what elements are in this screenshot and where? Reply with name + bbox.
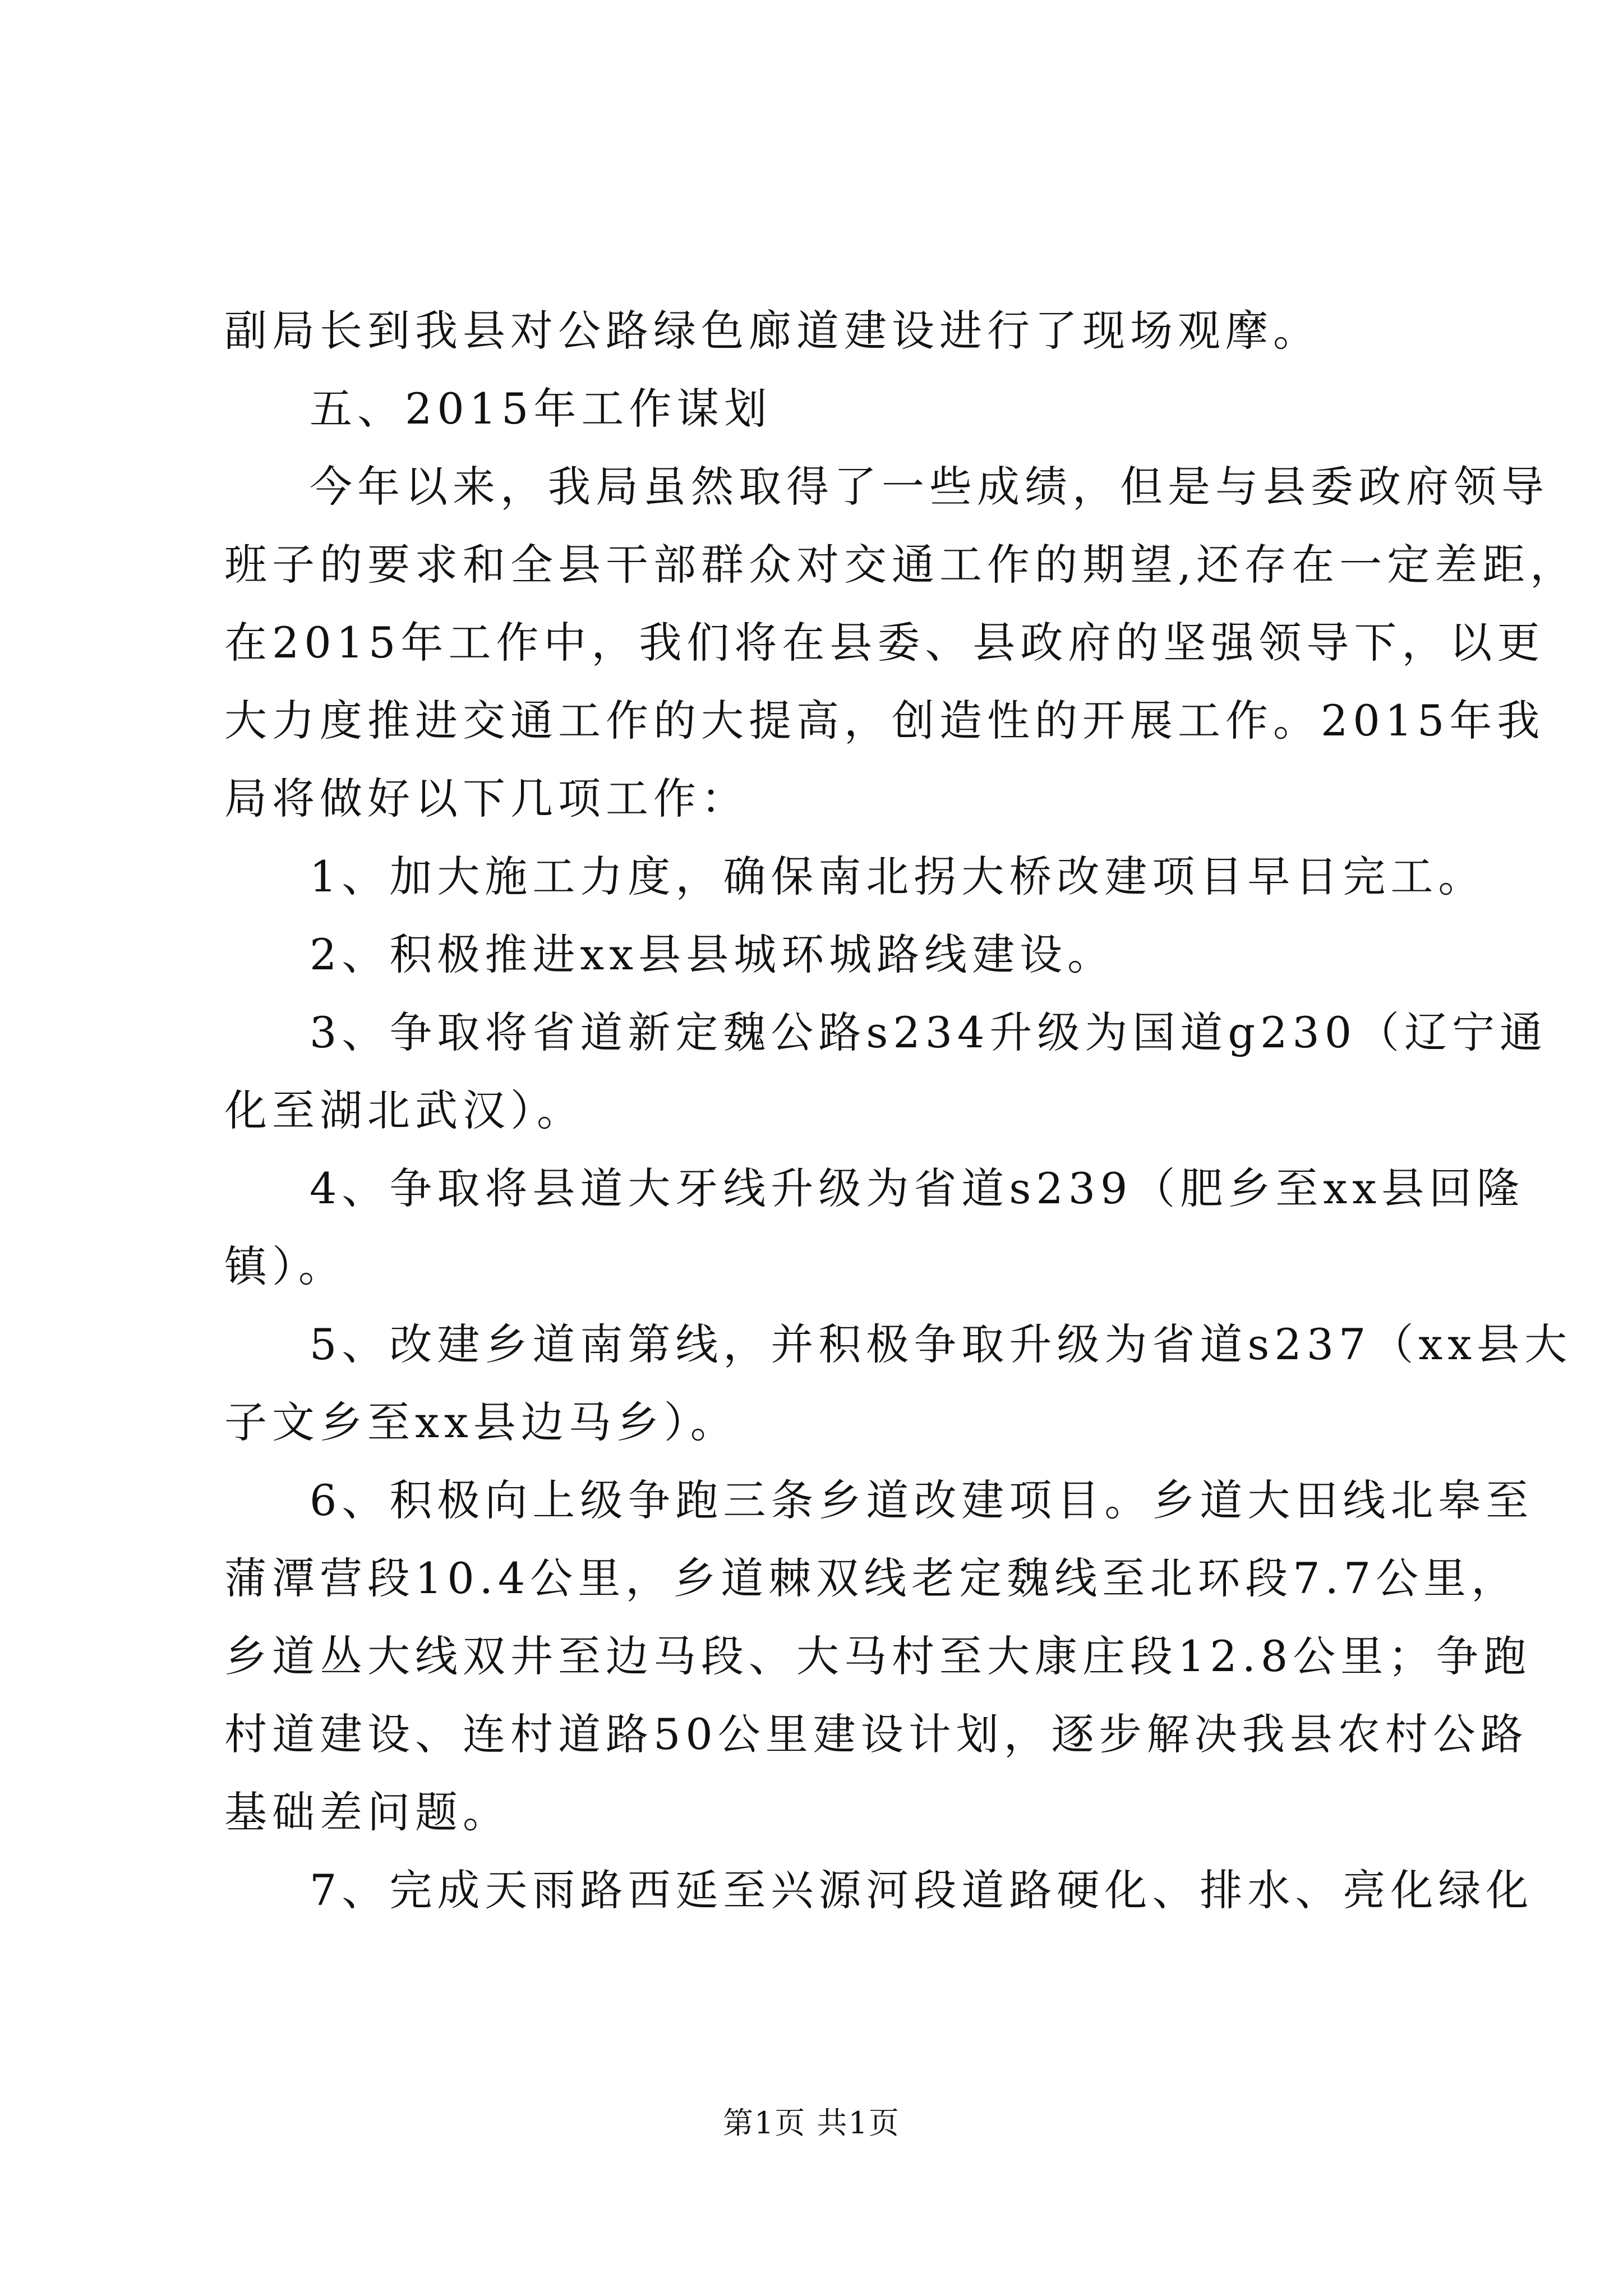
text-line: 蒲潭营段10.4公里，乡道棘双线老定魏线至北环段7.7公里， [224,1553,1519,1603]
text-line: 今年以来，我局虽然取得了一些成绩，但是与县委政府领导 [310,462,1549,512]
text-line: 7、完成天雨路西延至兴源河段道路硬化、排水、亮化绿化 [310,1865,1534,1915]
text-line: 五、2015年工作谋划 [310,384,772,434]
text-line: 镇）。 [224,1241,346,1291]
text-line: 1、加大施工力度，确保南北拐大桥改建项目早日完工。 [310,852,1486,901]
text-line: 班子的要求和全县干部群众对交通工作的期望,还存在一定差距， [224,540,1578,590]
text-line: 子文乡至xx县边马乡）。 [224,1397,738,1447]
text-line: 村道建设、连村道路50公里建设计划，逐步解决我县农村公路 [224,1709,1528,1759]
text-line: 在2015年工作中，我们将在县委、县政府的坚强领导下，以更 [224,618,1545,668]
text-line: 4、争取将县道大牙线升级为省道s239（肥乡至xx县回隆 [310,1163,1525,1213]
text-line: 5、改建乡道南第线，并积极争取升级为省道s237（xx县大 [310,1319,1573,1369]
text-line: 乡道丛大线双井至边马段、大马村至大康庄段12.8公里；争跑 [224,1631,1532,1681]
text-line: 基础差问题。 [224,1787,510,1837]
document-body [224,292,1578,1929]
text-line: 2、积极推进xx县县城环城路线建设。 [310,930,1115,979]
text-line: 化至湖北武汉）。 [224,1085,584,1135]
text-line: 6、积极向上级争跑三条乡道改建项目。乡道大田线北皋至 [310,1475,1534,1525]
text-line: 大力度推进交通工作的大提高，创造性的开展工作。2015年我 [224,696,1545,746]
text-line: 局将做好以下几项工作： [224,774,749,823]
page-footer: 第1页 共1页 [723,2105,900,2141]
text-line: 3、争取将省道新定魏公路s234升级为国道g230（辽宁通 [310,1007,1548,1057]
text-line: 副局长到我县对公路绿色廊道建设进行了现场观摩。 [224,306,1321,356]
